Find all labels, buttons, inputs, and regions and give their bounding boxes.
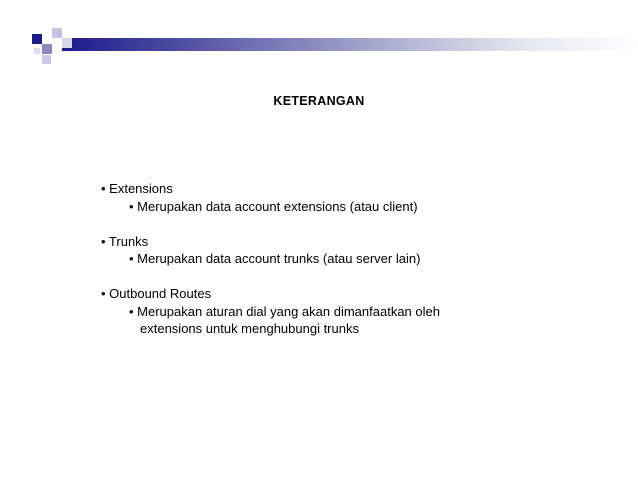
bullet-group-trunks	[101, 233, 601, 268]
bullet-subitem: • Merupakan aturan dial yang akan dimanfaatkan oleh	[129, 303, 440, 319]
decor-square	[42, 44, 52, 54]
decor-square	[62, 38, 72, 48]
slide-title: KETERANGAN	[273, 94, 365, 108]
header-gradient-bar	[62, 38, 638, 51]
bullet-subitem: • Merupakan data account trunks (atau server lain)	[129, 251, 421, 266]
bullet-group-extensions	[101, 180, 601, 215]
bullet-list	[101, 180, 601, 355]
bullet-heading: • Outbound Routes	[101, 286, 212, 301]
bullet-subitem: • Merupakan data account extensions (atau client)	[129, 198, 418, 214]
bullet-subitem-continuation: extensions untuk menghubungi trunks	[140, 321, 359, 336]
decor-square	[34, 48, 40, 54]
decor-square	[52, 28, 62, 38]
decor-square	[42, 55, 51, 64]
decor-square	[32, 34, 42, 44]
bullet-group-outbound-routes	[101, 285, 601, 338]
bullet-heading: • Extensions	[101, 181, 173, 196]
bullet-heading: • Trunks	[101, 233, 149, 249]
